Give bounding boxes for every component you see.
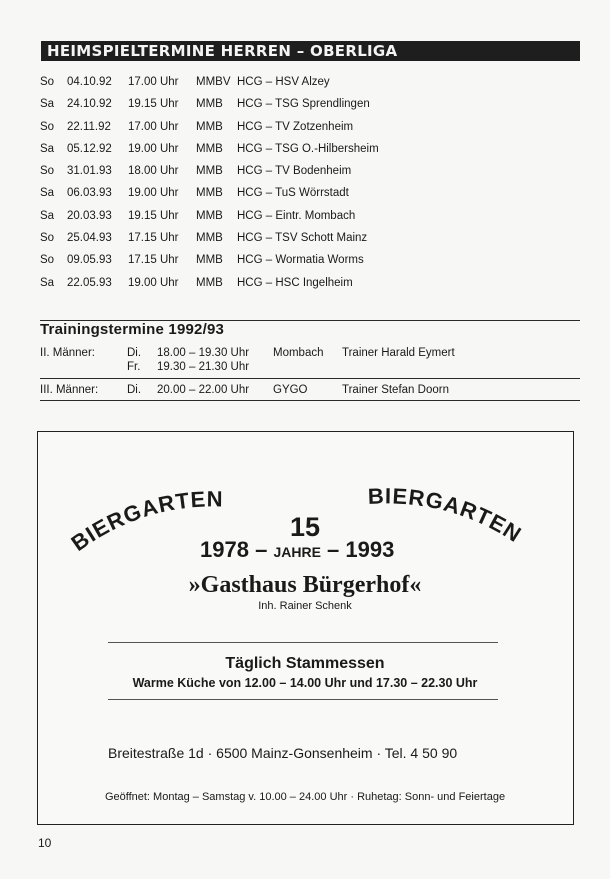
training-row (40, 360, 580, 375)
game-date: 09.05.93 (67, 254, 112, 267)
training-trainer: Trainer Harald Eymert (342, 347, 455, 359)
home-game-schedule (40, 71, 580, 294)
schedule-row (40, 93, 580, 115)
schedule-row (40, 138, 580, 160)
biergarten-left-text: BIERGARTEN (66, 486, 224, 556)
schedule-row (40, 205, 580, 227)
game-date: 04.10.92 (67, 76, 112, 88)
game-day: Sa (40, 209, 55, 222)
game-time: 19.00 Uhr (128, 276, 179, 289)
jahre-label: JAHRE (273, 544, 321, 560)
game-venue: MMB (196, 232, 223, 245)
game-venue: MMB (196, 142, 223, 155)
schedule-row (40, 272, 580, 294)
game-time: 19.15 Uhr (128, 209, 179, 222)
game-matchup: HCG – TV Bodenheim (237, 165, 352, 178)
game-matchup: HCG – TV Zotzenheim (237, 120, 354, 133)
training-trainer: Trainer Stefan Doorn (342, 384, 449, 396)
game-venue: MMB (196, 276, 223, 289)
section-title-bar: HEIMSPIELTERMINE HERREN – OBERLIGA (41, 41, 580, 61)
training-title: Trainingstermine 1992/93 (40, 321, 225, 338)
game-day: So (40, 254, 55, 267)
year-start: 1978 (200, 537, 249, 562)
training-day: Di. (127, 384, 142, 396)
anniversary-number: 15 (290, 512, 321, 542)
game-date: 24.10.92 (67, 98, 112, 111)
game-venue: MMB (196, 187, 223, 200)
game-date: 25.04.93 (67, 232, 112, 245)
training-day: Di. (127, 347, 142, 359)
game-time: 19.00 Uhr (128, 187, 179, 200)
training-place: Mombach (273, 347, 324, 359)
schedule-row (40, 160, 580, 182)
training-time: 18.00 – 19.30 Uhr (157, 347, 250, 359)
training-row (40, 383, 580, 398)
game-matchup: HCG – HSV Alzey (237, 76, 330, 88)
game-time: 18.00 Uhr (128, 165, 179, 178)
game-date: 06.03.93 (67, 187, 112, 200)
game-date: 22.11.92 (67, 120, 111, 133)
dash: – (255, 537, 268, 562)
game-day: So (40, 232, 55, 245)
biergarten-right-text: BIERGARTEN (367, 483, 527, 548)
game-day: So (40, 76, 55, 88)
ad-divider (108, 642, 498, 643)
schedule-row (40, 182, 580, 204)
game-venue: MMB (196, 209, 223, 222)
game-date: 05.12.92 (67, 142, 112, 155)
game-time: 17.15 Uhr (128, 254, 179, 267)
game-time: 17.00 Uhr (128, 120, 179, 133)
training-day: Fr. (127, 361, 141, 373)
anniversary-years (200, 537, 394, 563)
dash: – (327, 537, 340, 562)
game-day: Sa (40, 276, 55, 289)
schedule-row (40, 116, 580, 138)
game-time: 17.15 Uhr (128, 232, 179, 245)
divider (40, 378, 580, 379)
game-venue: MMB (196, 98, 223, 111)
game-date: 20.03.93 (67, 209, 112, 222)
game-day: Sa (40, 98, 55, 111)
training-team: II. Männer: (40, 347, 95, 359)
game-day: So (40, 165, 55, 178)
ad-divider (108, 699, 498, 700)
training-team: III. Männer: (40, 384, 99, 396)
game-venue: MMB (196, 120, 223, 133)
year-end: 1993 (345, 537, 395, 562)
game-matchup: HCG – TuS Wörrstadt (237, 187, 349, 200)
address-line: Breitestraße 1d · 6500 Mainz-Gonsenheim · Tel. 4 50 90 (108, 745, 458, 761)
game-matchup: HCG – TSG O.-Hilbersheim (237, 142, 379, 155)
game-venue: MMB (196, 254, 223, 267)
daily-special: Täglich Stammessen (225, 655, 385, 672)
page-number: 10 (38, 836, 52, 850)
game-time: 17.00 Uhr (128, 76, 179, 88)
training-time: 19.30 – 21.30 Uhr (157, 361, 250, 373)
game-day: So (40, 120, 55, 133)
game-matchup: HCG – TSG Sprendlingen (237, 98, 370, 111)
kitchen-hours: Warme Küche von 12.00 – 14.00 Uhr und 17.30 – 22.30 Uhr (132, 676, 478, 690)
training-time: 20.00 – 22.00 Uhr (157, 384, 250, 396)
game-matchup: HCG – Wormatia Worms (237, 254, 364, 267)
game-date: 22.05.93 (67, 276, 112, 289)
game-day: Sa (40, 187, 55, 200)
training-row (40, 346, 580, 361)
game-time: 19.15 Uhr (128, 98, 179, 111)
game-matchup: HCG – HSC Ingelheim (237, 276, 353, 289)
owner-line: Inh. Rainer Schenk (258, 600, 352, 612)
game-venue: MMB (196, 165, 223, 178)
opening-hours: Geöffnet: Montag – Samstag v. 10.00 – 24.00 Uhr · Ruhetag: Sonn- und Feiertage (104, 791, 506, 803)
schedule-row (40, 249, 580, 271)
schedule-row (40, 227, 580, 249)
game-venue: MMBV (196, 76, 231, 88)
restaurant-name: »Gasthaus Bürgerhof« (188, 572, 422, 598)
game-day: Sa (40, 142, 55, 155)
divider (40, 400, 580, 401)
schedule-row (40, 71, 580, 93)
game-date: 31.01.93 (67, 165, 112, 178)
training-place: GYGO (273, 384, 308, 396)
game-matchup: HCG – TSV Schott Mainz (237, 232, 368, 245)
game-matchup: HCG – Eintr. Mombach (237, 209, 356, 222)
game-time: 19.00 Uhr (128, 142, 179, 155)
